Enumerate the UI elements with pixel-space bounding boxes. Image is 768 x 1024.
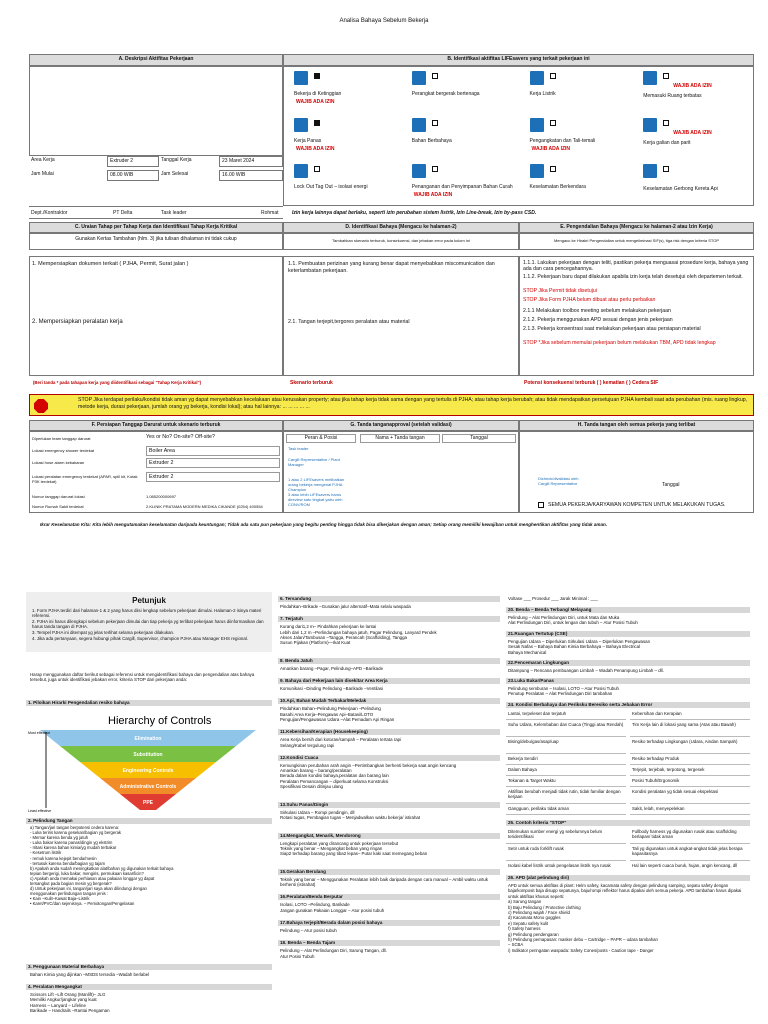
lifesaver-label: Pengangkatan dan Tali-temali [529,137,596,144]
emergency-item-label: Lokasi emergency shower terdekat [32,448,95,453]
hoc-level-label: PPE [142,800,154,806]
approval-role: 3 atau lebih LIFEsavers harus direview satu tingkat yaitu oleh CONV/ROM [288,492,343,507]
flying-objects-section: 20. Benda – Benda Terbang/ Melayang [506,607,750,613]
hoc-most-effective: Most effective [28,731,51,735]
flying-objects-text: Pelindung – Alat Perlindungan Diri, untuk Mata dan Muka Alat Perlindungan Diri, untuk lengan dan tubuh – Atur Posisi Tubuh [508,615,638,626]
lifesaver-checkbox[interactable] [432,166,438,172]
competent-checkbox[interactable] [538,502,544,508]
emergency-item-value[interactable]: Extruder 2 [146,472,280,482]
lifesaver-label: Memasuki Ruang terbatas [643,93,702,99]
lifesaver-icon [643,71,657,85]
stop-banner [29,394,754,416]
lifesaver-item[interactable] [520,160,638,207]
reference-section-header: 7. Terjatuh [278,616,500,622]
petunjuk-item: 3. Tempel PJHA ini ditempat yg jelas terlihat selama pekerjaan dilakukan. [32,630,175,635]
reference-section-text: Teknik yang benar – Menggunakan Peralatan lebih baik daripada dengan cara manual – Ambil waktu untuk berhenti (istirahat) [280,876,488,888]
lifesaver-label: Bahan Berbahaya [411,137,452,144]
petunjuk-column [26,592,272,1024]
stop-criteria-section: 25. Contoh kriteria "STOP" [506,820,750,826]
lifesaver-icon [643,118,657,132]
stop-criterion-cell: Setir untuk roda forklift rusak [506,845,626,861]
stop-criterion-cell: Ditemukan sumber energi yg sebelumnya belum teridentifikasi [506,828,626,844]
emergency-item-value[interactable]: Extruder 2 [146,458,280,468]
lifesavers-grid [283,66,754,206]
permit-required-label: WAJIB ADA IZIN [296,99,335,105]
lifesaver-item[interactable] [520,114,638,161]
ppe-section: 26. APD (alat pelindung diri) [506,875,750,881]
emergency-item-value[interactable]: 1.085200000697 [146,494,177,499]
hierarchy-of-controls-diagram [26,708,272,816]
approval-role: Cargill Representative / Plant Manager [288,457,340,467]
petunjuk-intro: Harap menggunakan daftar berikut sebagai referensi untuk mengidentifikasi bahaya dan pengendalian atas bahaya tersebut, juga untuk identifikasi jebakan error, kriteria STOP dari pekerjaan anda: [30,672,255,683]
permit-required-label: WAJIB ADA IZIN [296,145,335,152]
stop-criterion: STOP *Jika sebelum memulai pekerjaan belum melakukan TBM, APD tidak lengkap [523,340,716,346]
approval-role: 1 atau 2 LIFEsavers melibatkan orang bekerja mengenal PJHA Champion [288,477,345,492]
section-f-header: F. Persiapan Tanggap Darurat untuk skenario terburuk [29,420,283,431]
lifesaver-checkbox[interactable] [314,166,320,172]
section-d-sub: Tambahkan skenario terburuk, konsekuensi, dan jebakan error pada kolom ini [283,233,519,250]
lifting-text: Scissors Lift –Lift Orang (Manlift)– JLG Memiliki Angkur/jangkar yang kuat Harness – Lanyard – Lifeline Barikade – Handrails –Rantai Pengaman [30,992,110,1013]
reference-section-text: Sirkulasi Udara – Rompi pendingin, dll Rotasi tugas, Pembagian tugas – Menjadwalkan waktu bekerja/ istirahat [280,809,421,820]
stop-criterion-cell: Hal lain seperti cuaca buruk, hujan, angin kencang, dll [630,862,750,878]
step-1: 1. Mempersiapkan dokumen terkait ( PJHA, Permit, Surat jalan ) [32,261,189,267]
permit-required-label: WAJIB ADA IZIN [673,83,712,89]
control-measure: 2.1.2. Pekerja menggunakan APD sesuai dengan jenis pekerjaan [523,317,673,323]
hoc-level-label: Engineering Controls [122,768,174,774]
stop-criterion-cell: Isolasi kabel listrik untuk pengelasan listrik nya rusak [506,862,626,878]
hand-protection-text: a) Tangan/jari tangan berpotensi cedera karena: - Luka teriris karena gesekan/bagian yg bergerak - Memar karena benda yg jatuh - Luka bakar karena panas/dingin yg ekstrim - Iritasi karena bahan kimia/yg mudah terbakar - Kesetrum listrik - remuk karena kejepit benda/mesin - tertusuk karena benda/bagian yg tajam b) Apakah anda sudah meningkatkan alat/bahan yg digunakan terkait bahaya tepian bergerigi, luka bakar, mengiris, permukaan kasar/licin? c) Apakah anda memakai perhiasan atau pakaian longgar yg dapat tersangkut pada bagian mesin yg bergerak? d) Untuk pekerjaan ini, tangan/jari saya akan dilindungi dengan menggunakan perlindungan tangan jenis : • Kain –Kulit–Kawat Baja–Listrik • Karet/PVC/dan sejenisnya. – Pemotongan/Pengelasan [30,825,174,907]
confined-space-text: Pengujian Udara – Diperlukan Sirkulasi Udara – Diperlukan Pengawasan Sesak Nafas – Bahaya Bahan Kimia Berbahaya – Bahaya Electrical Bahaya Mechanical [508,639,651,655]
lifesaver-icon [643,164,657,178]
validated-by: Dicheck/divalidasi oleh Cargill Representative [538,476,579,486]
hazard-conditions-section: 24. Kondisi Berbahaya dan Periksku Beresiko serta Jebakan Error [506,702,750,708]
environment-text: Ditampung – Rencana pembuangan Limbah – Wadah Penampung Limbah – dll. [508,668,664,673]
hand-protection-section: 2. Pelindung Tangan [26,818,272,824]
lifesaver-checkbox[interactable] [314,73,320,79]
approval-header: Tanggal [442,434,516,443]
approval-header: Peran & Posisi [286,434,356,443]
lifesaver-item[interactable] [284,67,402,114]
control-measure: 1.1.2. Pekerjaan baru dapat dilakukan apabila izin kerja telah desetujui oleh departemen terkait. [523,274,743,280]
hazards-box[interactable] [283,256,519,376]
section-a-header: A. Deskripsi Aktifitas Pekerjaan [29,54,283,66]
lifesaver-checkbox[interactable] [663,120,669,126]
environment-section: 22.Pencemaran Lingkungan [506,660,750,666]
emergency-item-value[interactable]: 2.KLINIK PRATAMA MODERN MEDIKA CIKANDE (0254) 400554 [146,504,263,509]
hazard-condition-cell: Tim Kerja lain di lokasi yang sama (Atas atau Bawah) [630,721,750,737]
petunjuk-item: 1. Form PJHA terdiri dari halaman-1 & 2 yang harus diisi lengkap sebelum pekerjaan dimulai. Halaman-2 isinya materi referensi. [32,608,262,619]
permit-required-label: WAJIB ADA IZIN [413,192,453,199]
section-e-sub: Mengacu ke Hirakri Pengendalian untuk mengeliminasi SIF(s), tiga risk dengan kriteria STOP [519,233,754,250]
reference-section-header: 18. Benda – Benda Tajam [278,940,500,946]
petunjuk-item: 4. Jika ada pertanyaan, segera hubungi pihak Cargill, Supervisor, champion PJHA atau Manager EHS regional. [32,636,248,641]
lifesaver-item[interactable] [284,114,402,161]
emergency-item-label: Diperlukan team tanggap darurat [32,436,91,441]
hoc-level-label: Administrative Controls [119,784,177,790]
date-value[interactable]: 23 Maret 2024 [219,156,283,167]
dept-row [29,206,283,219]
confined-space-section: 21.Ruangan Tertutup (CSE) [506,631,750,637]
stop-criterion: STOP Jika Permit tidak disetujui [523,288,597,294]
reference-section-header: 14.Mengangkat, Menarik, Mendorong [278,833,500,839]
end-label: Jam Selesai [161,171,189,177]
hazmat-text: Bahan Kimia yang dijinkan –MSDS tersedia –Wadah berlabel [30,972,150,977]
section-c-sub: Gunakan Kertas Tambahan (hlm. 3) jika tulisan dihalaman ini tidak cukup [29,233,283,250]
emergency-item-label: Lokasi peralatan emergency terdekat (APAR, spill kit, Kotak P3K terdekat) [32,474,138,484]
lifesaver-icon [530,71,544,85]
permit-required-label: WAJIB ADA IZIN [673,129,712,136]
stop-text: STOP Jika terdapat perilaku/kondisi tidak aman yg dapat menyebabkan kecelakaan atau kerusakan property; atau jika tahap kerja tidak sama dengan yang tertulis di PJHA; atau tahap kerja berubah; atau tidak mendapatkan persetujuan PJHA kembali saat ada perubahan (mis. ruang lingkup, metode kerja, durasi pekerjaan, jumlah orang yg bekerja, kondisi lokal); atau hal lainnya: ... ... ... ... ... [78,397,748,410]
worst-scenario-label: Skenario terburuk [290,380,333,386]
stop-criterion-cell: Fullbody harness yg digunakan rusak atau scaffolding berlapan/ tidak aman [630,828,750,844]
stop-criterion: STOP Jika Form PJHA belum dibuat atau perlu perbaikan [523,297,656,303]
hazard-condition-cell: Tekanan & Target Waktu [506,777,626,787]
lifesaver-icon [294,118,308,132]
control-measure: 2.1.1 Melakukan toolbox meeting sebelum melakukan pekerjaan [523,308,671,314]
workers-date-label: Tanggal [662,482,680,488]
emergency-item-label: Nomor tanggap darurat lokasi [32,494,85,499]
section-d-header: D. Identifikasi Bahaya (Mengacu ke halaman-2) [283,222,519,233]
hoc-section: 1. Piloikan Hirarki Pengendalian resiko bahaya [26,700,272,706]
ppe-text: APD untuk semua aktifitas di plant: Helm safety, kacamata safety dengan pelindung samping, sepatu safety dengan baja/komposit baja disupp sepatunya, baju/rompi reflektor harus dipakai oleh semua pekerja. APD tambahan harus dipakai untuk aktifitas khusus seperti: a) Sarung tangan b) Baju Pelindung / Protective clothing c) Pelindung wajah / Face shield d) Kacamata Mono goggles e) Sepatu safety kulit f) Safety harness g) Pelindung pendengaran h) Pelindung pernapasan: masker debu – Cartridge – PAPR – udara tambahan – SCBA i) Indikator peringatan waspada: Safety Cones/posts - Caution tape - Danger [508,883,742,953]
permit-note: Izin kerja lainnya dapat berlaku, seperti izin perubahan sistem listrik, Izin Line-break, Izin by-pass CSD. [292,210,537,216]
reference-section-text: Amankan barang –Pagar, Pelindung–APD –Barikade [280,665,384,671]
reference-section-text: Lengkapi peralatan yang dirancang untuk pekerjaan tersebut Teknik yang benar – Mengangkat beban yang ringan Siap2 terhadap barang yang tiba2 lepas– Putar kaki saat memegang beban [280,840,428,857]
lifesaver-checkbox[interactable] [550,120,556,126]
hoc-least-effective: Least effective [28,809,52,813]
workers-box[interactable] [519,431,754,513]
lifesaver-checkbox[interactable] [432,73,438,79]
hazard-condition-cell: Gangguan, perilaku tidak aman [506,805,626,815]
hazard-condition-cell: Bising/debu/gas/asap/uap [506,738,626,754]
section-b-header: B. Identifikasi aktifitas LIFEsavers yang terkait pekerjaan ini [283,54,754,66]
hoc-title: Hierarchy of Controls [108,715,212,727]
hazard-condition-cell: Sakit, lelah, menyepelekan [630,805,750,815]
reference-section-text: Pelindung – Alat Perlindungan Diri, Sarung Tangan, dll. Atur Posisi Tubuh [280,948,387,959]
lifesaver-label: Penanganan dan Penyimpanan Bahan Curah [411,184,513,191]
reference-section-text: Pindahkan Bahan–Pelindung Pekerjaan –Pelindung Basahi Area Kerja–Pengawas Api–Batasi/LOTO Pengujian/Pengawasan Udara –Alat Pemadam Api Ringan [280,706,395,722]
reference-section-text: Komunikasi –Dinding Pelindung –Barikade –Ventilasi [280,686,384,692]
lifesaver-item[interactable] [284,160,402,207]
lifesaver-label: Kerja Panas [294,137,322,144]
section-g-header: G. Tanda tanganapproval (setelah validasi) [283,420,519,431]
stop-criterion-cell: Tali yg digunakan untuk angkat-angkat tidak jelas berapa kapasitasnya [630,845,750,861]
lifesaver-item[interactable] [637,67,755,114]
permit-required-label: WAJIB ADA IZIN [531,145,571,152]
competent-note: SEMUA PEKERJA/KARYAWAN KOMPETEN UNTUK MELAKUKAN TUGAS. [548,502,726,508]
hazard-condition-cell: Resiko terhadap Produk [630,755,750,765]
burns-section: 23.Luka Bakar/Panas [506,678,750,684]
lifesaver-icon [412,118,426,132]
lifesaver-label: Keselamatan Gerbong Kereta Api [643,186,718,193]
start-value[interactable]: 08.00 WIB [107,170,159,181]
right-reference-column [506,592,750,1024]
hazard-1: 1.1. Pembuatan perizinan yang kurang benar dapat menyebabkan miscomunication dan keterlambatan pekerjaan. [288,261,495,274]
lifesaver-item[interactable] [402,67,520,114]
emergency-table [29,431,283,513]
burns-text: Pelindung semburan – Isolasi, LOTO – Atur Posisi Tubuh Penutup Peralatan – Alat Perlindungan Diri tambahan [508,686,619,697]
emergency-item-value[interactable]: Yes or No? On-site? Off-site? [146,434,215,440]
reference-section-header: 8. Benda Jatuh [278,658,500,664]
lifesaver-checkbox[interactable] [550,166,556,172]
lifesaver-icon [530,164,544,178]
lifesaver-item[interactable] [637,160,755,207]
lifesaver-icon [530,118,544,132]
reference-section-header: 16.Peralatan/Benda Berputar [278,894,500,900]
lifesaver-label: Perangkat bergerak bertenaga [411,91,480,97]
approval-role: Task leader [288,446,309,451]
step-2: 2. Mempersiapkan peralatan kerja [32,319,123,325]
voltage-line: Voltase ___ Prosedur ___ Jarak Minimal : ___ [508,596,598,601]
leader-label: Task leader [161,210,187,216]
reference-section-header: 10.Api, Bahan Mudah Terbakar/Meledak [278,698,500,704]
lifesaver-label: Kerja galian dan parit [643,139,691,146]
hazard-condition-cell: Aktifitas berubah menjadi tidak rutin, tidak familiar dengan kerjaan [506,788,626,804]
emergency-item-value[interactable]: Boiler Area [146,446,280,456]
controls-box[interactable] [519,256,754,376]
page-title: Analisa Bahaya Sebelum Bekerja [339,18,429,24]
emergency-item-label: Nomor Rumah Sakit terdekat [32,504,84,509]
hazard-condition-cell: Kebersihan dan Kerapian [630,710,750,720]
petunjuk-item: 2. PJHA ini harus dilengkapi sebelum pekerjaan dimulai dan tiap pekerja yg terlibat pekerjaan harus diinformasikan dan harus tanda tangan di PJHA. [32,619,264,630]
hazard-condition-cell: Kondisi peralatan yg tidak sesuai ekspektasi [630,788,750,804]
hazard-condition-cell: Terjepit, terjebak, terpotong, tergesek [630,766,750,776]
reference-section-text: Kurang dari1,2 m– Pindahkan pekerjaan ke lantai Lebih dari 1,2 m –Perlindungan bahaya jatuh, Pagar Pelindung, Lanyard Pendek Akses Jalan/Tambusan –Tangga, Perancah (Scaffolding), Tangga Susun Pijakan (Platform)—Ikat Kuat [280,624,437,646]
hoc-level-label: Elimination [134,736,162,742]
stop-sign-icon [34,399,48,413]
reference-section-text: Pindahkan–Brikade –Gunakan jalur alternatif–Mata selalu waspada [280,604,411,609]
hazmat-section: 3. Penggunaan Material Berbahaya [26,964,272,970]
lifesaver-label: Lock Out Tag Out – isolasi energi [294,184,368,191]
hazard-condition-cell: Bekerja Sendiri [506,755,626,765]
reference-section-header: 15.Gerakan Berulang [278,869,500,875]
lifesaver-item[interactable] [637,114,755,161]
petunjuk-title: Petunjuk [132,596,166,605]
job-info-table [29,156,283,206]
safety-motto: Ikrar Keselamatan Kita: Kita lebih mengutamakan keselamatan daripada keuntungan; Tidak ada satu pun pekerjaan yang begitu penting hingga tidak bisa dikerjakan dengan aman; Setiap orang memiliki kewajiban untuk menghentikan aktifitas yang tidak aman. [40,522,608,527]
reference-section-header: 12.Kondisi Cuaca [278,755,500,761]
section-h-header: H. Tanda tangan oleh semua pekerja yang terlibat [519,420,754,431]
lifesaver-item[interactable] [520,67,638,114]
emergency-item-label: Lokasi hose alarm kebakaran [32,460,85,465]
hazard-condition-cell: Lantai, terpeleset dan terjatuh [506,710,626,720]
start-label: Jam Mulai [31,171,54,177]
lifesaver-item[interactable] [402,160,520,207]
hazard-condition-cell: Suhu Udara, Kelembaban dan Cuaca (Tinggi atau Rendah) [506,721,626,737]
approval-table [283,431,519,513]
reference-section-header: 13.Suhu Panas/Dingin [278,802,500,808]
area-value[interactable]: Extruder 2 [107,156,159,167]
hazard-condition-cell: Posisi Tubuh/Ergonomik [630,777,750,787]
dept-value[interactable]: PT Delta [113,210,133,216]
lifesaver-label: Keselamatan Berkendara [529,184,586,191]
lifesaver-label: Kerja Listrik [529,91,556,97]
lifting-section: 4. Peralatan Mengangkat [26,984,272,990]
hazard-2: 2.1. Tangan terjepit,tergores peralatan atau material [288,319,410,325]
area-label: Area Kerja [31,157,55,163]
lifesaver-icon [412,71,426,85]
approval-header: Nama + Tanda tangan [360,434,440,443]
reference-section-text: Area Kerja bersih dari kotoran/sampah – Peralatan tertata rapi Selang/Kabel tergulung rapi [280,737,402,748]
hazard-condition-cell: Dalam Bahaya [506,766,626,776]
section-c-header: C. Uraian Tahap per Tahap Kerja dan Identifikasi Tahap Kerja Kritikal [29,222,283,233]
date-label: Tanggal Kerja [161,157,192,163]
dept-label: Dept./Kontraktor [31,210,68,216]
lifesaver-checkbox[interactable] [663,73,669,79]
end-value[interactable]: 16.00 WIB [219,170,283,181]
reference-section-header: 6. Tersandung [278,596,500,602]
lifesaver-checkbox[interactable] [314,120,320,126]
hazard-reference-column [278,596,500,1024]
reference-section-header: 11.Kebersihan/Kerapian (Housekeeping) [278,729,500,735]
lifesaver-checkbox[interactable] [432,120,438,126]
activity-description-box[interactable] [29,66,283,156]
section-e-header: E. Pengendalian Bahaya (Mengacu ke halaman-2 atau Izin Kerja) [519,222,754,233]
lifesaver-icon [294,164,308,178]
control-measure: 2.1.3. Pekerja konsentrasi saat melakukan pekerjaan atau persiapan material [523,326,701,332]
lifesaver-checkbox[interactable] [663,166,669,172]
reference-section-text: Kemungkinan perubahan arah angin –Pertimbangkan berhenti bekerja saat angin kencang Amankan barang – barang/peralatan Berada dalam kondisi bahaya,peralatan dan barang lain Peralatan Pemancangan – diperkuat selama Konstruksi Spesifikasi Desain ditinjau ulang [280,762,457,790]
worst-consequence-label: Potensi konsekuensi terburuk ( ) kematian ( ) Cedera SIF [524,380,659,386]
control-measure: 1.1.1. Lakukan pekerjaan dengan teliti, pastikan pekerja menguasai prosedure kerja, bahaya yang ada dan cara pencegahannya. [523,260,749,273]
hoc-level-label: Substitution [133,752,163,758]
lifesaver-icon [294,71,308,85]
reference-section-text: Pelindung – Atur posisi tubuh [280,928,337,933]
reference-section-header: 9. Bahaya dari Pekerjaan lain disekitar Area Kerja [278,678,500,684]
lifesaver-icon [412,164,426,178]
critical-step-note: (Beri tanda * pada tahapan kerja yang diidentifikasi sebagai "Tahap Kerja Kritikal") [33,380,202,385]
reference-section-text: Isolasi, LOTO –Pelindung, Barikade Jangan gunakan Pakaian Longgar – Atur posisi tubuh [280,902,385,913]
reference-section-header: 17.Bahaya terjepit/Berada dalam posisi bahaya [278,920,500,926]
leader-value[interactable]: Rohmat [261,210,279,216]
lifesaver-label: Bekerja di Ketinggian [294,91,342,97]
lifesaver-item[interactable] [402,114,520,161]
hazard-condition-cell: Resiko terhadap Lingkungan (Udara, Aindan Sampah) [630,738,750,754]
lifesaver-checkbox[interactable] [550,73,556,79]
steps-box[interactable] [29,256,283,376]
